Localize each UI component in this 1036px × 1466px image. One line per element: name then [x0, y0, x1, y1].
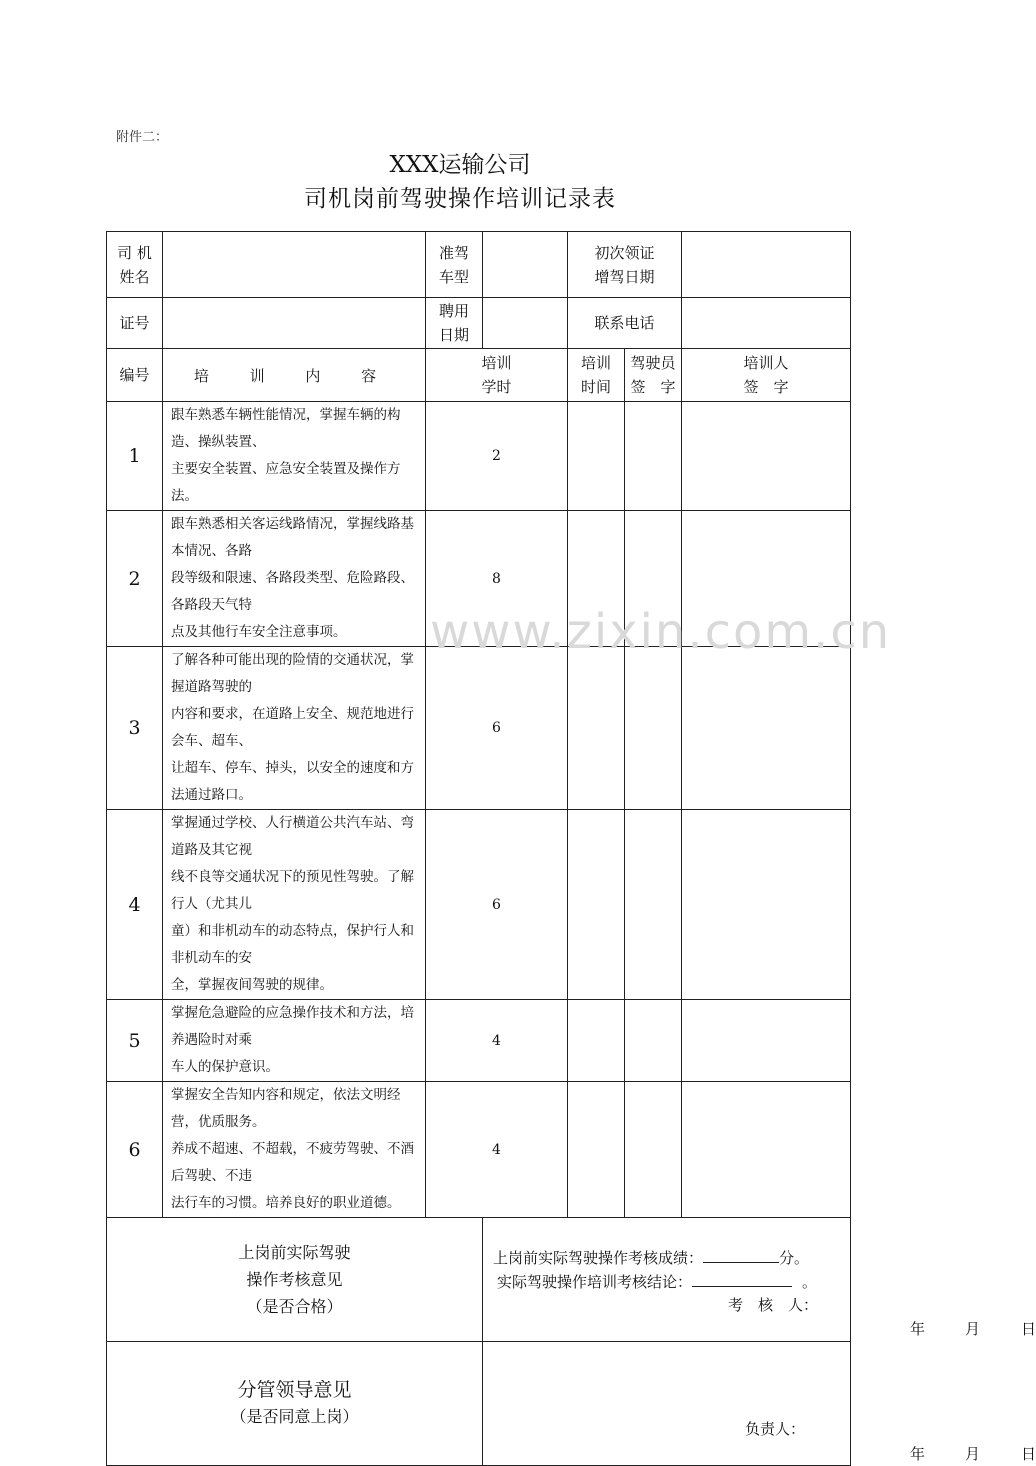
row-number: 6 [107, 1082, 163, 1218]
score-input[interactable] [703, 1262, 779, 1263]
row-content: 跟车熟悉车辆性能情况，掌握车辆的构造、操纵装置、 主要安全装置、应急安全装置及操作方法。 [163, 402, 426, 511]
first-license-date-field[interactable] [682, 232, 851, 298]
driver-name-field[interactable] [163, 232, 426, 298]
row-driver-sign-field[interactable] [625, 1000, 682, 1082]
leader-day-label: 日 [1021, 1445, 1036, 1463]
assessment-conclusion-line: 实际驾驶操作培训考核结论： 。 [497, 1273, 818, 1291]
first-license-date-label: 初次领证 增驾日期 [568, 232, 682, 298]
driver-name-label: 司 机 姓名 [107, 232, 163, 298]
row-hours: 6 [426, 647, 568, 810]
leader-month-label: 月 [965, 1445, 981, 1463]
row-driver-sign-field[interactable] [625, 810, 682, 1000]
cert-no-label: 证号 [107, 298, 163, 349]
row-hours: 4 [426, 1000, 568, 1082]
row-time-field[interactable] [568, 511, 625, 647]
conclusion-input[interactable] [692, 1286, 792, 1287]
phone-label: 联系电话 [568, 298, 682, 349]
table-row [107, 1000, 851, 1082]
hire-date-field[interactable] [483, 298, 568, 349]
row-hours: 2 [426, 402, 568, 511]
row-number: 4 [107, 810, 163, 1000]
column-header-row [107, 349, 851, 402]
attachment-label: 附件二： [116, 130, 169, 145]
assessment-score-line: 上岗前实际驾驶操作考核成绩： 分。 [493, 1249, 810, 1267]
assessment-opinion-area [483, 1218, 1036, 1342]
row-time-field[interactable] [568, 402, 625, 511]
row-driver-sign-field[interactable] [625, 511, 682, 647]
driver-info-row [107, 232, 851, 298]
row-time-field[interactable] [568, 1000, 625, 1082]
col-hours-header: 培训 学时 [426, 349, 568, 402]
license-type-field[interactable] [483, 232, 568, 298]
table-row [107, 511, 851, 647]
row-content: 了解各种可能出现的险情的交通状况，掌握道路驾驶的 内容和要求，在道路上安全、规范地进行会车、超车、 让超车、停车、掉头，以安全的速度和方法通过路口。 [163, 647, 426, 810]
row-content: 掌握安全告知内容和规定，依法文明经营，优质服务。 养成不超速、不超载，不疲劳驾驶、不酒后驾驶、不违 法行车的习惯。培养良好的职业道德。 [163, 1082, 426, 1218]
row-content: 掌握通过学校、人行横道公共汽车站、弯道路及其它视 线不良等交通状况下的预见性驾驶。了解行人（尤其儿 童）和非机动车的动态特点，保护行人和非机动车的安 全，掌握夜间驾驶的规律。 [163, 810, 426, 1000]
row-hours: 8 [426, 511, 568, 647]
row-time-field[interactable] [568, 647, 625, 810]
row-driver-sign-field[interactable] [625, 1082, 682, 1218]
row-time-field[interactable] [568, 810, 625, 1000]
hire-date-label: 聘用 日期 [426, 298, 483, 349]
leader-opinion-area[interactable] [483, 1342, 1036, 1466]
company-title: XXX运输公司 [389, 152, 531, 178]
form-title: 司机岗前驾驶操作培训记录表 [304, 186, 616, 212]
table-row [107, 810, 851, 1000]
row-trainer-sign-field[interactable] [682, 1000, 851, 1082]
license-type-label: 准驾 车型 [426, 232, 483, 298]
col-trainer-sign-header: 培训人 签 字 [682, 349, 851, 402]
row-number: 3 [107, 647, 163, 810]
examiner-label: 考 核 人： [728, 1296, 819, 1314]
table-row [107, 1082, 851, 1218]
row-trainer-sign-field[interactable] [682, 810, 851, 1000]
cert-info-row [107, 298, 851, 349]
row-driver-sign-field[interactable] [625, 402, 682, 511]
table-row [107, 402, 851, 511]
row-number: 2 [107, 511, 163, 647]
row-content: 掌握危急避险的应急操作技术和方法，培养遇险时对乘 车人的保护意识。 [163, 1000, 426, 1082]
col-time-header: 培训 时间 [568, 349, 625, 402]
assessment-row [107, 1218, 851, 1342]
table-row [107, 647, 851, 810]
assessment-month-label: 月 [965, 1320, 981, 1338]
phone-field[interactable] [682, 298, 851, 349]
leader-row [107, 1342, 851, 1466]
row-trainer-sign-field[interactable] [682, 402, 851, 511]
training-record-table [106, 231, 1036, 1466]
watermark: www.zixin.com.cn [430, 604, 892, 660]
row-number: 5 [107, 1000, 163, 1082]
row-time-field[interactable] [568, 1082, 625, 1218]
leader-label: 分管领导意见 （是否同意上岗） [107, 1342, 483, 1466]
row-hours: 4 [426, 1082, 568, 1218]
col-content-header: 培 训 内 容 [163, 349, 426, 402]
row-driver-sign-field[interactable] [625, 647, 682, 810]
cert-no-field[interactable] [163, 298, 426, 349]
row-content: 跟车熟悉相关客运线路情况，掌握线路基本情况、各路 段等级和限速、各路段类型、危险路段、各路段天气特 点及其他行车安全注意事项。 [163, 511, 426, 647]
row-trainer-sign-field[interactable] [682, 511, 851, 647]
leader-year-label: 年 [910, 1445, 926, 1463]
row-trainer-sign-field[interactable] [682, 647, 851, 810]
row-number: 1 [107, 402, 163, 511]
assessment-day-label: 日 [1021, 1320, 1036, 1338]
col-no-header: 编号 [107, 349, 163, 402]
assessment-label: 上岗前实际驾驶 操作考核意见 （是否合格） [107, 1218, 483, 1342]
row-trainer-sign-field[interactable] [682, 1082, 851, 1218]
col-driver-sign-header: 驾驶员 签 字 [625, 349, 682, 402]
responsible-label: 负责人： [745, 1420, 806, 1438]
assessment-year-label: 年 [910, 1320, 926, 1338]
row-hours: 6 [426, 810, 568, 1000]
